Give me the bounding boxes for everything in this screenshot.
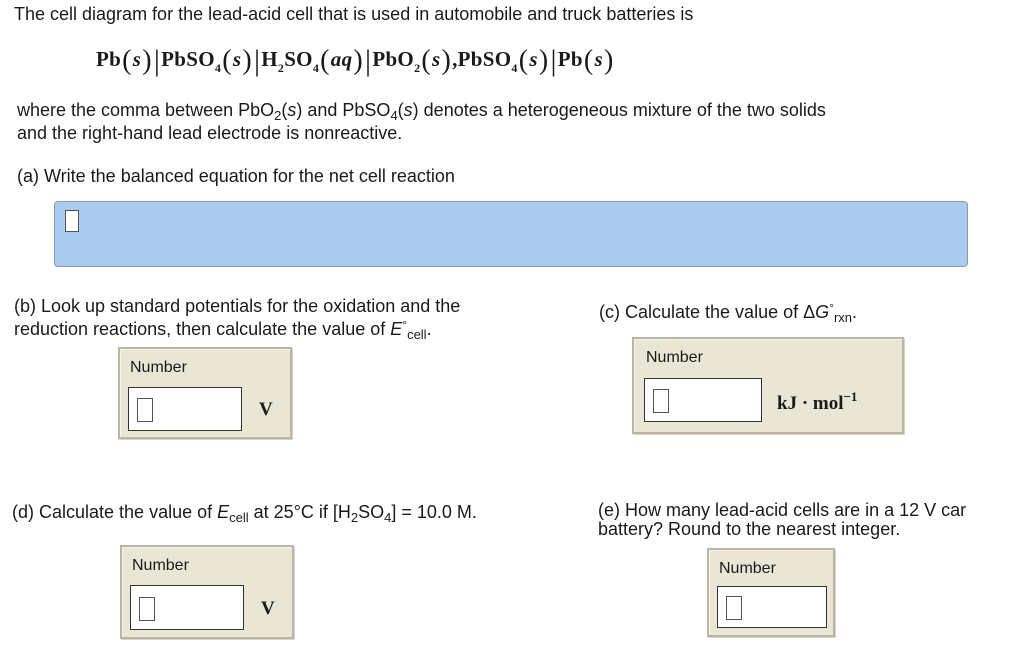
part-d-question: (d) Calculate the value of $E_{cell}$ at 25°C if $[H_2SO_4] = 10.0$ M.: [12, 502, 477, 525]
part-b-question-line-2: reduction reactions, then calculate the value of $E^\circ_{cell}$.: [14, 318, 432, 342]
part-b-unit: V: [259, 399, 273, 420]
part-b-question-line-1: (b) Look up standard potentials for the oxidation and the: [14, 296, 461, 316]
part-c-number-panel: [632, 337, 904, 434]
cell-diagram: $Pb(s)|PbSO_4(s)|H_2SO_4(aq)|PbO_2(s),PbSO_4(s)|Pb(s)$: [96, 44, 614, 77]
intro-paragraph-line-1: where the comma between PbO$_2$(s) and PbSO$_4$(s) denotes a heterogeneous mixture of the two solids: [17, 100, 826, 123]
part-e-number-panel: [707, 548, 835, 637]
part-b-number-panel: [118, 347, 292, 439]
part-c-number-input[interactable]: [644, 378, 762, 422]
part-e-number-label: Number: [719, 560, 776, 577]
part-e-input-caret: [726, 596, 742, 620]
part-e-question-line-2: battery? Round to the nearest integer.: [598, 519, 901, 539]
intro-paragraph-line-2: and the right-hand lead electrode is nonreactive.: [17, 123, 403, 143]
part-e-number-input[interactable]: [717, 586, 827, 628]
part-d-unit: V: [261, 598, 275, 619]
part-c-question: (c) Calculate the value of $\Delta G^\circ_{rxn}$.: [599, 301, 858, 325]
part-d-number-panel: [120, 545, 294, 639]
part-c-input-caret: [653, 389, 669, 413]
part-b-input-caret: [137, 398, 153, 422]
part-d-number-input[interactable]: [130, 585, 244, 630]
part-a-answer-box[interactable]: [54, 201, 968, 267]
part-a-question: (a) Write the balanced equation for the net cell reaction: [17, 166, 455, 186]
part-c-unit: kJ · mol$^{-1}$: [777, 389, 858, 414]
part-e-question-line-1: (e) How many lead-acid cells are in a 12 V car: [598, 500, 967, 520]
part-b-number-input[interactable]: [128, 387, 242, 431]
part-d-input-caret: [139, 597, 155, 621]
part-d-number-label: Number: [132, 557, 189, 574]
part-c-number-label: Number: [646, 349, 703, 366]
part-a-answer-input[interactable]: [65, 210, 79, 232]
intro-line-1: The cell diagram for the lead-acid cell that is used in automobile and truck batteries is: [14, 4, 694, 24]
part-b-number-label: Number: [130, 359, 187, 376]
